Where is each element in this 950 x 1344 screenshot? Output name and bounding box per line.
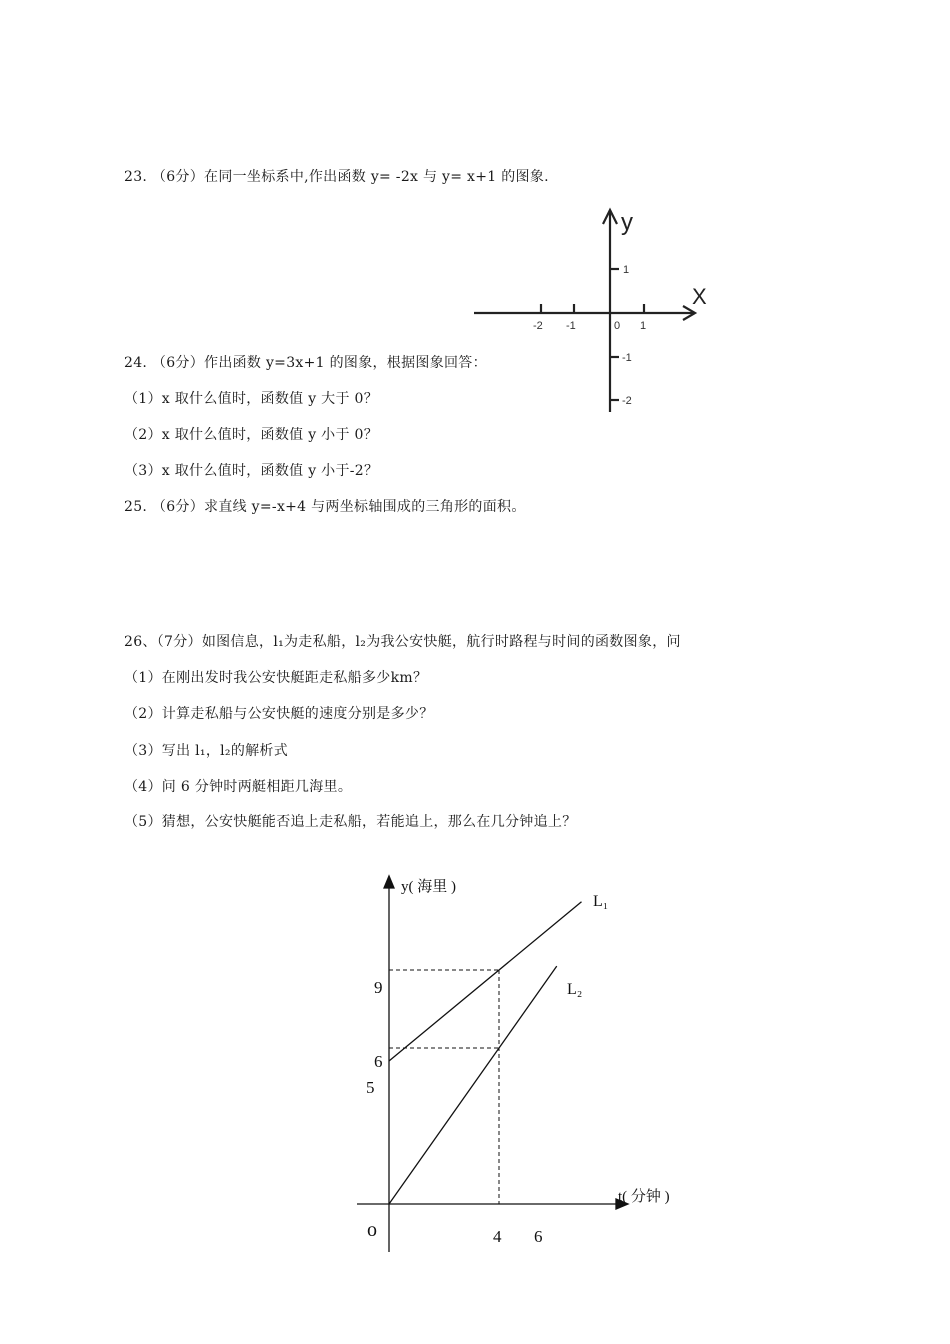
question-26-part-5: （5）猜想，公安快艇能否追上走私船，若能追上，那么在几分钟追上？ <box>124 814 577 830</box>
x-tick-label: 0 <box>614 320 621 332</box>
question-24: 24. （6分）作出函数 y=3x+1 的图象，根据图象回答： <box>124 355 487 371</box>
question-26-part-4: （4）问 6 分钟时两艇相距几海里。 <box>124 779 353 795</box>
question-26: 26、（7分）如图信息，l₁为走私船，l₂为我公安快艇，航行时路程与时间的函数图象，问 <box>124 634 681 650</box>
series-line-2 <box>389 966 557 1204</box>
question-23: 23. （6分）在同一坐标系中,作出函数 y= -2x 与 y= x+1 的图象. <box>124 169 549 185</box>
y-axis-label: y <box>621 209 633 236</box>
question-25: 25. （6分）求直线 y=-x+4 与两坐标轴围成的三角形的面积。 <box>124 499 526 515</box>
chart-x-axis-label: t( 分钟 ) <box>618 1189 670 1205</box>
chart-x-tick-label: 4 <box>493 1227 502 1246</box>
chart-x-tick-label: 6 <box>534 1227 543 1246</box>
series-line-1 <box>389 902 582 1061</box>
question-24-part-2: （2）x 取什么值时，函数值 y 小于 0？ <box>124 427 379 443</box>
chart-y-arrow <box>384 876 394 888</box>
series-label-l1: L₁ <box>593 893 609 910</box>
question-24-part-1: （1）x 取什么值时，函数值 y 大于 0？ <box>124 391 379 407</box>
y-tick-label: -1 <box>622 352 632 364</box>
x-tick-label: -2 <box>533 320 543 332</box>
chart-origin-label: o <box>367 1219 377 1241</box>
question-24-part-3: （3）x 取什么值时，函数值 y 小于-2？ <box>124 463 379 479</box>
chart-y-tick-label: 6 <box>374 1052 383 1071</box>
question-26-part-1: （1）在刚出发时我公安快艇距走私船多少km？ <box>124 670 428 686</box>
y-tick-label: -2 <box>622 395 632 407</box>
x-tick-label: -1 <box>566 320 576 332</box>
x-tick-label: 1 <box>640 320 647 332</box>
chart-y-axis-label: y( 海里 ) <box>401 879 456 895</box>
chart-y-tick-label: 9 <box>374 978 383 997</box>
chart-y-tick-label: 5 <box>366 1078 375 1097</box>
x-axis-label: X <box>692 284 707 309</box>
question-26-part-3: （3）写出 l₁，l₂的解析式 <box>124 743 289 759</box>
series-label-l2: L₂ <box>567 981 583 998</box>
question-26-part-2: （2）计算走私船与公安快艇的速度分别是多少？ <box>124 706 434 722</box>
y-tick-label: 1 <box>623 264 630 276</box>
